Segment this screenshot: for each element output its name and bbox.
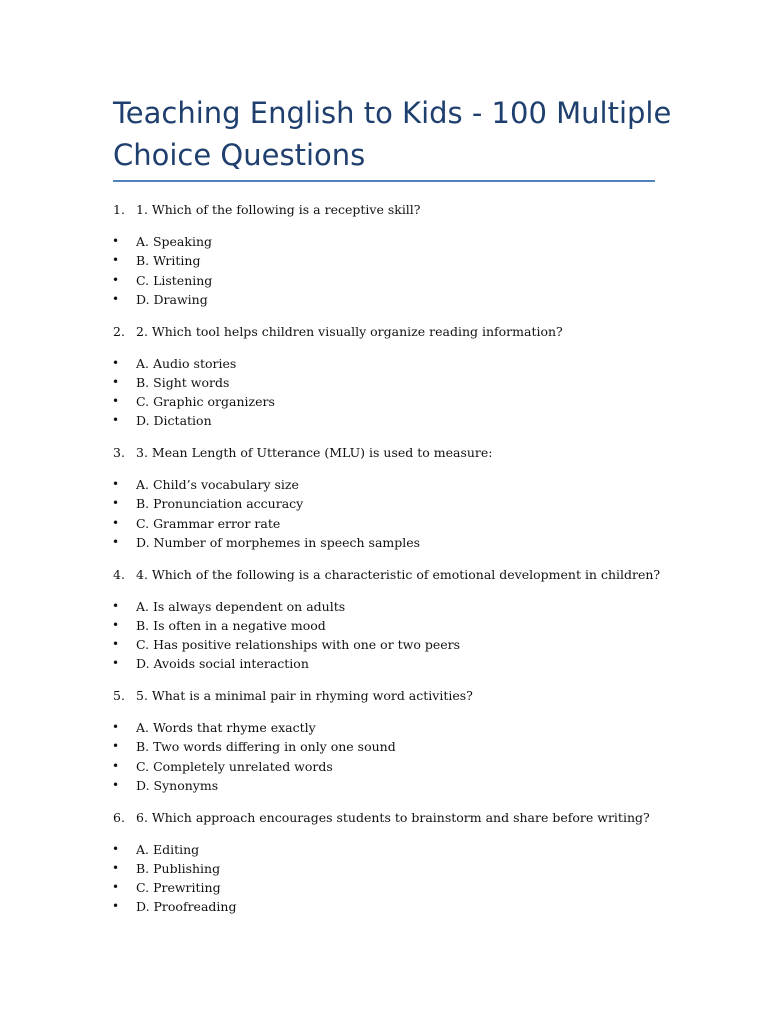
question-1 <box>0 200 768 322</box>
bullet-icon: • <box>112 477 120 491</box>
question-text: 6. Which approach encourages students to brainstorm and share before writing? <box>136 809 650 825</box>
option-text: A. Words that rhyme exactly <box>136 720 316 735</box>
bullet-icon: • <box>112 272 120 287</box>
option-text: B. Writing <box>136 253 201 269</box>
option-text: A. Audio stories <box>136 355 237 371</box>
bullet-icon: • <box>112 496 120 511</box>
bullet-icon: • <box>112 394 120 409</box>
bullet-icon: • <box>112 758 120 773</box>
bullet-icon: • <box>112 739 120 754</box>
bullet-icon: • <box>112 355 120 370</box>
option-text: B. Pronunciation accuracy <box>136 496 304 512</box>
option-text: C. Completely unrelated words <box>136 758 333 774</box>
question-text: 2. Which tool helps children visually organize reading information? <box>136 323 563 339</box>
option-text: C. Listening <box>136 272 213 288</box>
option-text: B. Sight words <box>136 374 230 390</box>
bullet-icon: • <box>112 777 120 792</box>
bullet-icon: • <box>112 598 120 613</box>
option-text: D. Synonyms <box>136 777 219 793</box>
question-text: 3. Mean Length of Utterance (MLU) is used to measure: <box>136 445 493 460</box>
option-text: C. Prewriting <box>136 880 221 896</box>
question-2 <box>0 322 768 444</box>
question-list <box>0 200 768 929</box>
option-text: C. Grammar error rate <box>136 515 281 531</box>
question-3 <box>0 443 768 565</box>
bullet-icon: • <box>112 234 120 248</box>
bullet-icon: • <box>112 534 120 549</box>
question-number: 3. <box>113 445 125 460</box>
question-6 <box>0 808 768 930</box>
bullet-icon: • <box>112 291 120 306</box>
bullet-icon: • <box>112 899 120 914</box>
bullet-icon: • <box>112 515 120 530</box>
option-text: C. Has positive relationships with one or two peers <box>136 637 461 653</box>
question-number: 1. <box>113 202 125 217</box>
question-number: 2. <box>113 323 125 339</box>
bullet-icon: • <box>112 413 120 428</box>
question-text: 5. What is a minimal pair in rhyming word activities? <box>136 688 473 703</box>
question-text: 1. Which of the following is a receptive skill? <box>136 202 421 217</box>
bullet-icon: • <box>112 253 120 268</box>
question-number: 5. <box>113 688 125 703</box>
option-text: B. Publishing <box>136 860 221 876</box>
option-text: C. Graphic organizers <box>136 394 275 410</box>
option-text: D. Proofreading <box>136 899 237 915</box>
option-text: A. Child’s vocabulary size <box>136 477 299 492</box>
option-text: B. Is often in a negative mood <box>136 617 326 633</box>
question-4 <box>0 565 768 687</box>
option-text: D. Avoids social interaction <box>136 656 309 672</box>
bullet-icon: • <box>112 374 120 389</box>
option-text: A. Editing <box>136 841 200 857</box>
bullet-icon: • <box>112 880 120 895</box>
bullet-icon: • <box>112 656 120 671</box>
option-text: D. Drawing <box>136 291 208 307</box>
document-title: Teaching English to Kids - 100 Multiple Choice Questions <box>113 96 672 172</box>
bullet-icon: • <box>112 720 120 734</box>
question-number: 4. <box>113 566 125 582</box>
option-text: A. Is always dependent on adults <box>136 598 346 614</box>
question-text: 4. Which of the following is a characteristic of emotional development in children? <box>136 566 661 582</box>
question-5 <box>0 686 768 808</box>
option-text: B. Two words differing in only one sound <box>136 739 396 755</box>
title-underline <box>113 180 655 182</box>
bullet-icon: • <box>112 860 120 875</box>
option-text: D. Number of morphemes in speech samples <box>136 534 421 550</box>
bullet-icon: • <box>112 617 120 632</box>
question-number: 6. <box>113 809 125 825</box>
option-text: A. Speaking <box>136 234 213 249</box>
option-text: D. Dictation <box>136 413 212 429</box>
bullet-icon: • <box>112 637 120 652</box>
bullet-icon: • <box>112 841 120 856</box>
